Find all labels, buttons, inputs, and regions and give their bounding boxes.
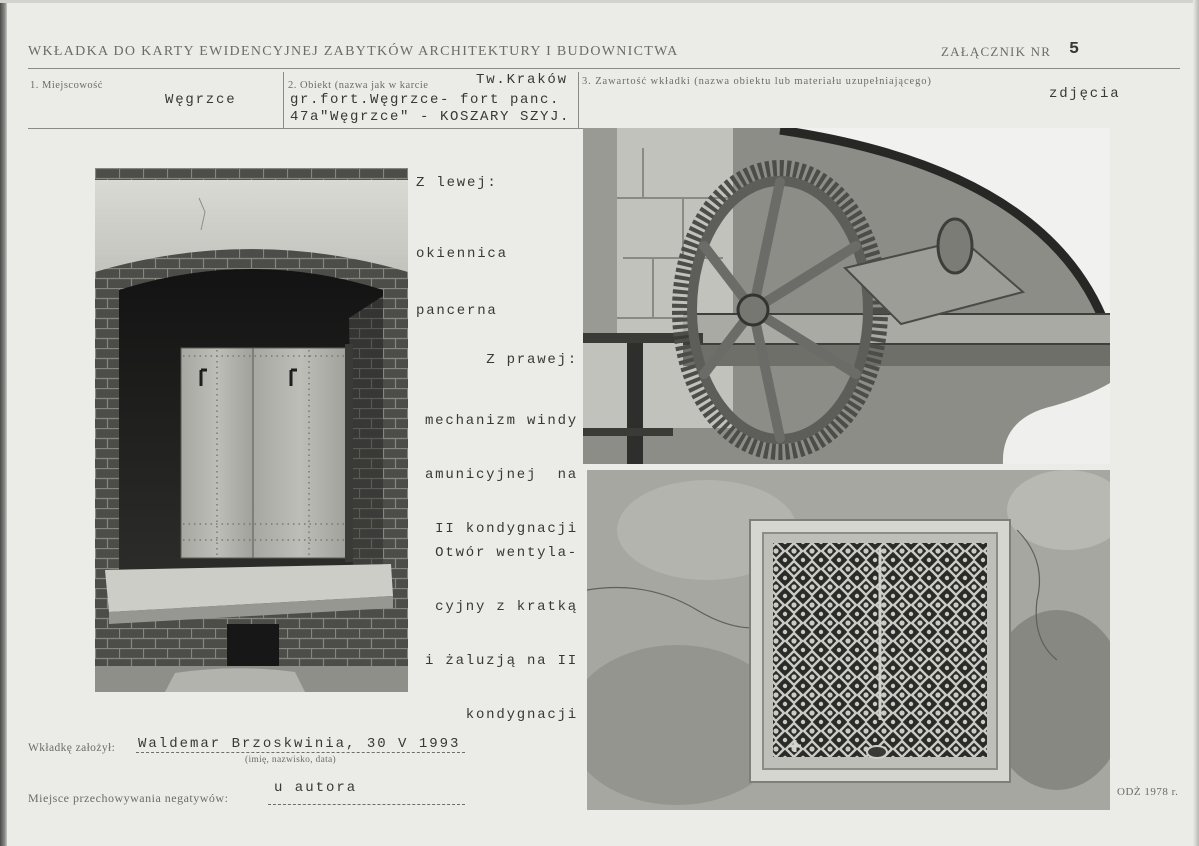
caption-bottom-text <box>380 508 578 760</box>
gear-mechanism-photo <box>583 128 1110 464</box>
attachment-label: ZAŁĄCZNIK NR <box>941 44 1052 59</box>
wooden-post <box>627 333 643 464</box>
caption-line: kondygnacji <box>465 707 578 723</box>
caption-left-heading: Z lewej: <box>416 175 498 191</box>
caption-line: pancerna <box>416 303 498 319</box>
object-value-line: 47a"Węgrzce" - KOSZARY SZYJ. <box>290 109 571 125</box>
object-prefix: Tw.Kraków <box>476 72 568 88</box>
caption-line: Otwór wentyla- <box>435 545 578 561</box>
shutter-right-panel <box>253 348 347 558</box>
negatives-value: u autora <box>274 780 358 796</box>
caption-line: II kondygnacji <box>435 521 578 537</box>
caption-line: okiennica <box>416 246 508 262</box>
contents-value: zdjęcia <box>1049 86 1121 102</box>
author-dotted-line <box>136 752 465 753</box>
negatives-label: Miejsce przechowywania negatywów: <box>28 791 229 805</box>
header-rule <box>28 68 1180 69</box>
louver-knob <box>867 746 887 758</box>
niche-reveal-right <box>349 296 383 580</box>
form-code: ODŻ 1978 r. <box>1117 786 1179 798</box>
field-divider-1 <box>283 72 284 129</box>
object-value-line: gr.fort.Węgrzce- fort panc. <box>290 92 561 108</box>
locality-label: 1. Miejscowość <box>30 80 103 91</box>
caption-left-text <box>416 207 508 359</box>
beam-lower-band <box>683 344 1110 366</box>
field-row-rule <box>28 128 585 129</box>
caption-right-heading: Z prawej: <box>486 352 578 368</box>
caption-line: i żaluzją na II <box>424 653 578 669</box>
scan-shadow-left <box>0 0 7 846</box>
wooden-rail-lower <box>583 428 673 436</box>
locality-value: Węgrzce <box>165 92 237 108</box>
vent-grille-photo <box>587 470 1110 810</box>
scan-edge-top <box>0 0 1199 3</box>
shutter-hinge-bar <box>345 344 353 562</box>
drive-pinion <box>938 219 972 273</box>
caption-line: cyjny z kratką <box>435 599 578 615</box>
stone-shadow <box>583 128 617 338</box>
author-value: Waldemar Brzoskwinia, 30 V 1993 <box>138 736 461 752</box>
attachment-number: 5 <box>1069 40 1080 59</box>
negatives-dotted-line <box>268 804 465 805</box>
author-label: Wkładkę założył: <box>28 742 116 754</box>
caption-line: amunicyjnej na <box>424 467 578 483</box>
gear-hub <box>738 295 768 325</box>
shutter-photo <box>95 168 408 692</box>
ground-light-patch <box>165 668 305 692</box>
field-divider-2 <box>578 72 579 129</box>
contents-label: 3. Zawartość wkładki (nazwa obiektu lub materiału uzupełniającego) <box>582 76 932 87</box>
caption-line: mechanizm windy <box>424 413 578 429</box>
scan-edge-right <box>1193 0 1199 846</box>
object-label: 2. Obiekt (nazwa jak w karcie <box>288 80 429 91</box>
form-title: WKŁADKA DO KARTY EWIDENCYJNEJ ZABYTKÓW ARCHITEKTURY I BUDOWNICTWA <box>28 44 679 59</box>
author-hint: (imię, nazwisko, data) <box>245 755 337 765</box>
sill-shadow-gap <box>227 624 279 666</box>
